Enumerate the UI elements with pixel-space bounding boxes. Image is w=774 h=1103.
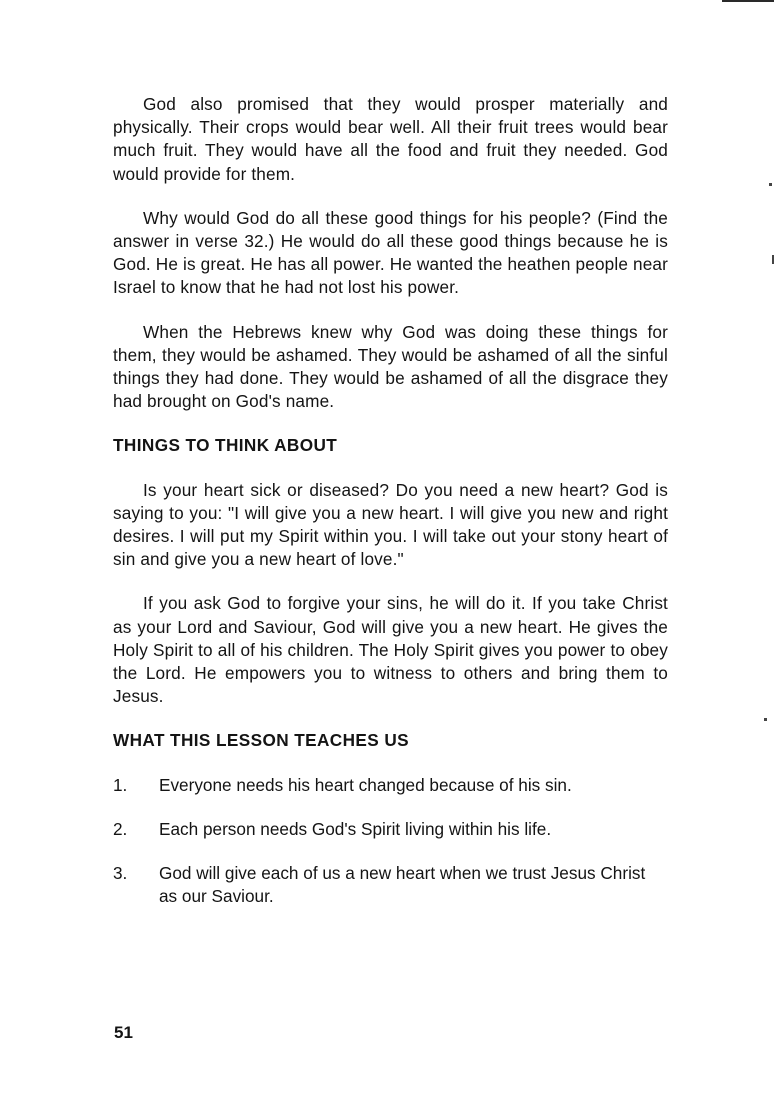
corner-rule	[722, 0, 774, 2]
page-content	[113, 93, 668, 908]
paragraph-ashamed: When the Hebrews knew why God was doing these things for them, they would be ashamed. They would be ashamed of all the sinful things they had done. They would be ashamed of all the disgrace they had brought on God's name.	[113, 321, 668, 412]
lesson-list	[113, 774, 668, 909]
heading-things-to-think: THINGS TO THINK ABOUT	[113, 435, 338, 456]
list-number: 2.	[113, 818, 128, 839]
list-item	[113, 818, 668, 841]
list-text: God will give each of us a new heart when we trust Jesus Christ as our Saviour.	[159, 863, 646, 907]
list-text: Each person needs God's Spirit living within his life.	[159, 818, 552, 839]
paragraph-forgive: If you ask God to forgive your sins, he will do it. If you take Christ as your Lord and Saviour, God will give you a new heart. He gives the Holy Spirit to all of his children. The Holy Spirit gives you power to obey the Lord. He empowers you to witness to others and bring them to Jesus.	[113, 593, 668, 707]
list-text: Everyone needs his heart changed because of his sin.	[159, 774, 572, 795]
margin-mark-1	[769, 183, 772, 186]
list-item	[113, 774, 668, 797]
margin-mark-3	[764, 718, 767, 721]
paragraph-why: Why would God do all these good things for his people? (Find the answer in verse 32.) He would do all these good things because he is God. He is great. He has all power. He wanted the heathen people near Israel to know that he had not lost his power.	[113, 207, 668, 298]
heading-lesson-teaches: WHAT THIS LESSON TEACHES US	[113, 730, 409, 751]
list-number: 1.	[113, 774, 128, 795]
list-item	[113, 862, 668, 908]
page-number: 51	[114, 1023, 133, 1042]
list-number: 3.	[113, 863, 128, 884]
paragraph-prosper: God also promised that they would prosper materially and physically. Their crops would bear well. All their fruit trees would bear much fruit. They would have all the food and fruit they needed. God would provide for them.	[113, 94, 668, 184]
paragraph-new-heart: Is your heart sick or diseased? Do you need a new heart? God is saying to you: "I will give you a new heart. I will give you new and right desires. I will put my Spirit within you. I will take out your stony heart of sin and give you a new heart of love."	[113, 479, 668, 570]
